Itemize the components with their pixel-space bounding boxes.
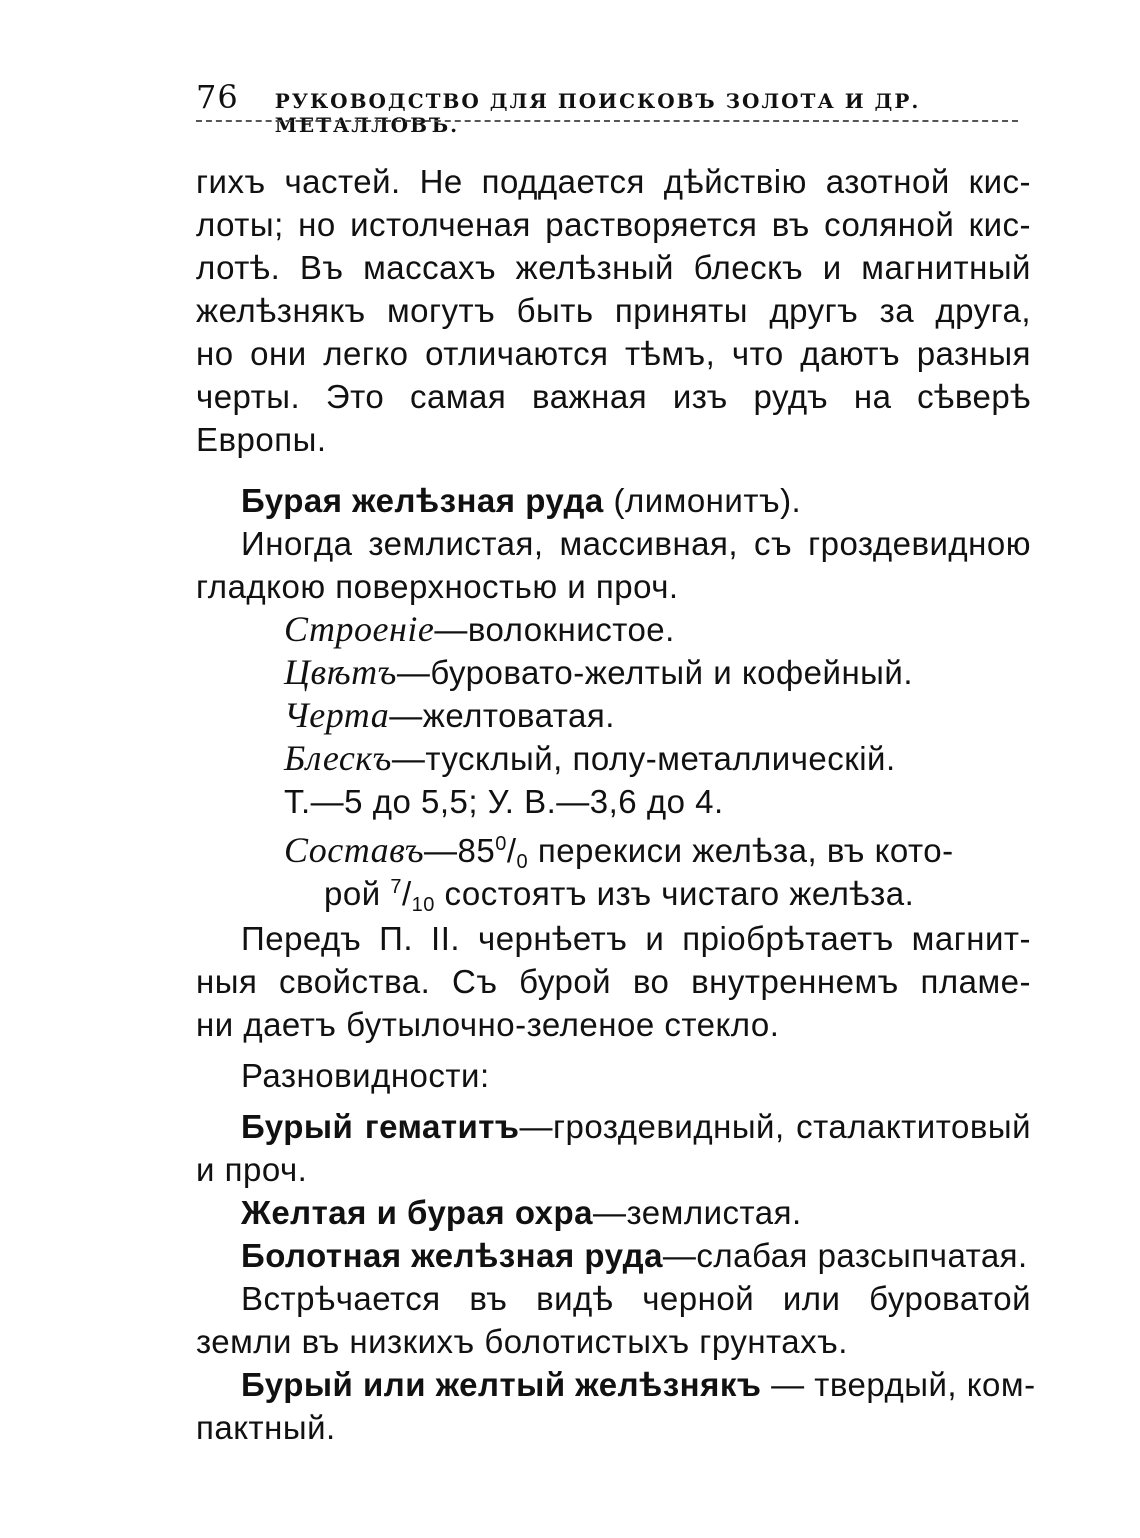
text-line: Передъ П. II. чернѣетъ и прiобрѣтаетъ магнит- [241, 920, 1031, 957]
text-line: Европы. [196, 421, 327, 458]
variety-desc: —землистая. [593, 1194, 802, 1231]
composition-text: состоятъ изъ чистаго желѣза. [434, 875, 915, 912]
text-line: Иногда землистая, массивная, съ гроздевидною [241, 525, 1031, 562]
composition-value: —85 [424, 832, 496, 869]
variety-desc: —слабая разсыпчатая. [662, 1237, 1028, 1274]
property-line [196, 651, 1031, 694]
property-line [196, 608, 1031, 651]
header-rule [196, 120, 1018, 122]
property-value: —волокнистое. [434, 611, 675, 648]
composition-line [196, 823, 1031, 873]
running-title: РУКОВОДСТВО ДЛЯ ПОИСКОВЪ ЗОЛОТА И ДР. МЕТАЛЛОВЪ. [274, 89, 921, 137]
variety-name: Бурый или желтый желѣзнякъ [241, 1366, 762, 1403]
property-line [196, 694, 1031, 737]
variety-desc: —гроздевидный, сталактитовый [519, 1108, 1031, 1145]
property-label: Черта [284, 695, 390, 735]
variety-line [196, 1191, 1031, 1234]
page-body [196, 160, 1036, 1449]
text-line: но они легко отличаются тѣмъ, что даютъ разныя [196, 335, 1031, 372]
variety-line [196, 1234, 1031, 1277]
section-limonite [196, 479, 1031, 916]
property-label: Блескъ [284, 738, 392, 778]
property-value: —буровато-желтый и кофейный. [396, 654, 913, 691]
property-label: Цвѣтъ [284, 652, 397, 692]
paragraph-intro [196, 160, 1031, 461]
fraction-denominator: 10 [411, 894, 435, 916]
variety-line [196, 1105, 1031, 1148]
text-line: лоты; но истолченая растворяется въ соляной кис- [196, 206, 1031, 243]
text-line: ныя свойства. Съ бурой во внутреннемъ пламе- [196, 963, 1031, 1000]
section-heading [196, 479, 1031, 522]
text-line: черты. Это самая важная изъ рудъ на сѣверѣ [196, 378, 1031, 415]
hardness-line: Т.—5 до 5,5; У. В.—3,6 до 4. [284, 783, 724, 820]
variety-desc: — твердый, ком- [761, 1366, 1036, 1403]
property-value: —тусклый, полу-металлическiй. [391, 740, 896, 777]
page-header [196, 78, 1026, 137]
composition-text: перекиси желѣза, въ кото- [528, 832, 954, 869]
spacer [196, 1097, 1031, 1105]
text-line: желѣзнякъ могутъ быть приняты другъ за друга, [196, 292, 1031, 329]
spacer [196, 461, 1031, 479]
property-label: Строенiе [284, 609, 435, 649]
text-line: ни даетъ бутылочно-зеленое стекло. [196, 1006, 780, 1043]
text-line: земли въ низкихъ болотистыхъ грунтахъ. [196, 1323, 848, 1360]
text-line: Встрѣчается въ видѣ черной или буроватой [241, 1280, 1031, 1317]
composition-text: рой [324, 875, 391, 912]
fraction-slash: / [401, 875, 412, 912]
percent-sub: 0 [516, 851, 529, 873]
text-line: и проч. [196, 1151, 308, 1188]
variety-name: Желтая и бурая охра [241, 1194, 594, 1231]
text-line: пактный. [196, 1409, 336, 1446]
heading-rest: (лимонитъ). [603, 482, 802, 519]
percent-slash: / [506, 832, 517, 869]
property-value: —желтоватая. [389, 697, 615, 734]
variety-name: Бурый гематитъ [241, 1108, 520, 1145]
composition-label: Составъ [284, 830, 425, 870]
text-line: гихъ частей. Не поддается дѣйствiю азотной кис- [196, 163, 1031, 200]
spacer [196, 1046, 1031, 1054]
fraction-numerator: 7 [390, 876, 402, 898]
variety-line [196, 1363, 1036, 1406]
page-number: 76 [196, 78, 239, 116]
percent-sup: 0 [495, 833, 507, 855]
section-varieties [196, 1054, 1036, 1449]
composition-line-2 [196, 866, 1031, 916]
variety-name: Болотная желѣзная руда [241, 1237, 663, 1274]
paragraph-blowpipe [196, 917, 1031, 1046]
heading-bold: Бурая желѣзная руда [241, 482, 604, 519]
text-line: лотѣ. Въ массахъ желѣзный блескъ и магнитный [196, 249, 1031, 286]
property-line [196, 737, 1031, 780]
text-line: гладкою поверхностью и проч. [196, 568, 679, 605]
varieties-heading: Разновидности: [241, 1057, 490, 1094]
